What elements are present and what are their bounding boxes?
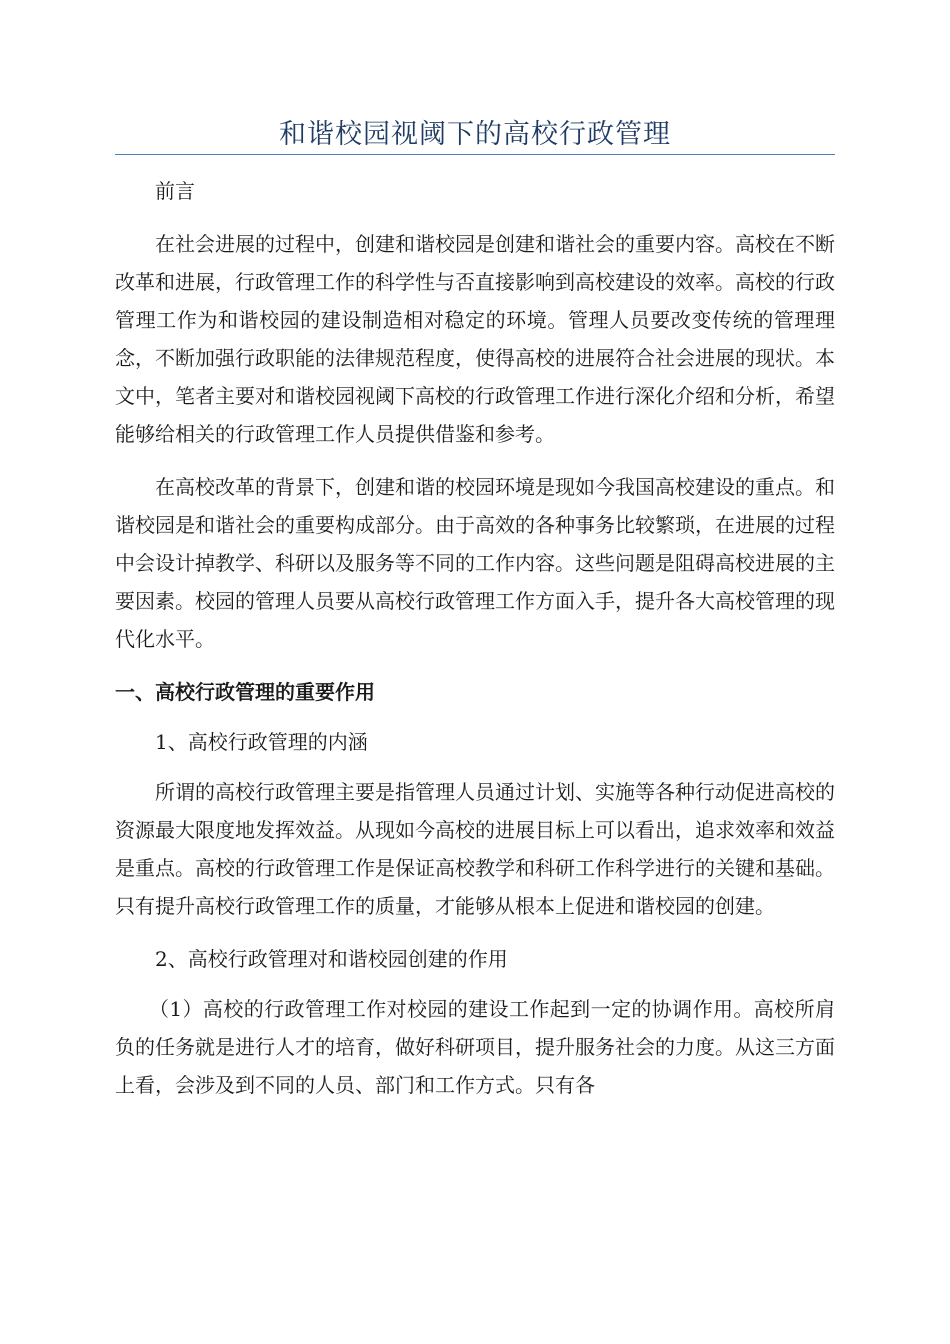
preface-heading: 前言 (155, 179, 195, 203)
subsection-2-heading: 2、高校行政管理对和谐校园创建的作用 (155, 947, 508, 971)
document-title: 和谐校园视阈下的高校行政管理 (279, 119, 671, 150)
subsection-1-heading: 1、高校行政管理的内涵 (155, 730, 368, 754)
paragraph-intro-1: 在社会进展的过程中，创建和谐校园是创建和谐社会的重要内容。高校在不断改革和进展，行政管理工作的科学性与否直接影响到高校建设的效率。高校的行政管理工作为和谐校园的建设制造相对稳定的环境。管理人员要改变传统的管理理念，不断加强行政职能的法律规范程度，使得高校的进展符合社会进展的现状。本文中，笔者主要对和谐校园视阈下高校的行政管理工作进行深化介绍和分析，希望能够给相关的行政管理工作人员提供借鉴和参考。 (115, 232, 835, 446)
document-body (115, 172, 835, 1104)
subsection-2-paragraph: （1）高校的行政管理工作对校园的建设工作起到一定的协调作用。高校所肩负的任务就是进行人才的培育，做好科研项目，提升服务社会的力度。从这三方面上看，会涉及到不同的人员、部门和工作方式。只有各 (115, 997, 835, 1097)
title-underline (115, 154, 835, 155)
subsection-1-paragraph: 所谓的高校行政管理主要是指管理人员通过计划、实施等各种行动促进高校的资源最大限度地发挥效益。从现如今高校的进展目标上可以看出，追求效率和效益是重点。高校的行政管理工作是保证高校教学和科研工作科学进行的关键和基础。只有提升高校行政管理工作的质量，才能够从根本上促进和谐校园的创建。 (115, 780, 835, 918)
paragraph-intro-2: 在高校改革的背景下，创建和谐的校园环境是现如今我国高校建设的重点。和谐校园是和谐社会的重要构成部分。由于高效的各种事务比较繁琐，在进展的过程中会设计掉教学、科研以及服务等不同的工作内容。这些问题是阻碍高校进展的主要因素。校园的管理人员要从高校行政管理工作方面入手，提升各大高校管理的现代化水平。 (115, 475, 835, 651)
section-1-heading: 一、高校行政管理的重要作用 (115, 680, 375, 704)
